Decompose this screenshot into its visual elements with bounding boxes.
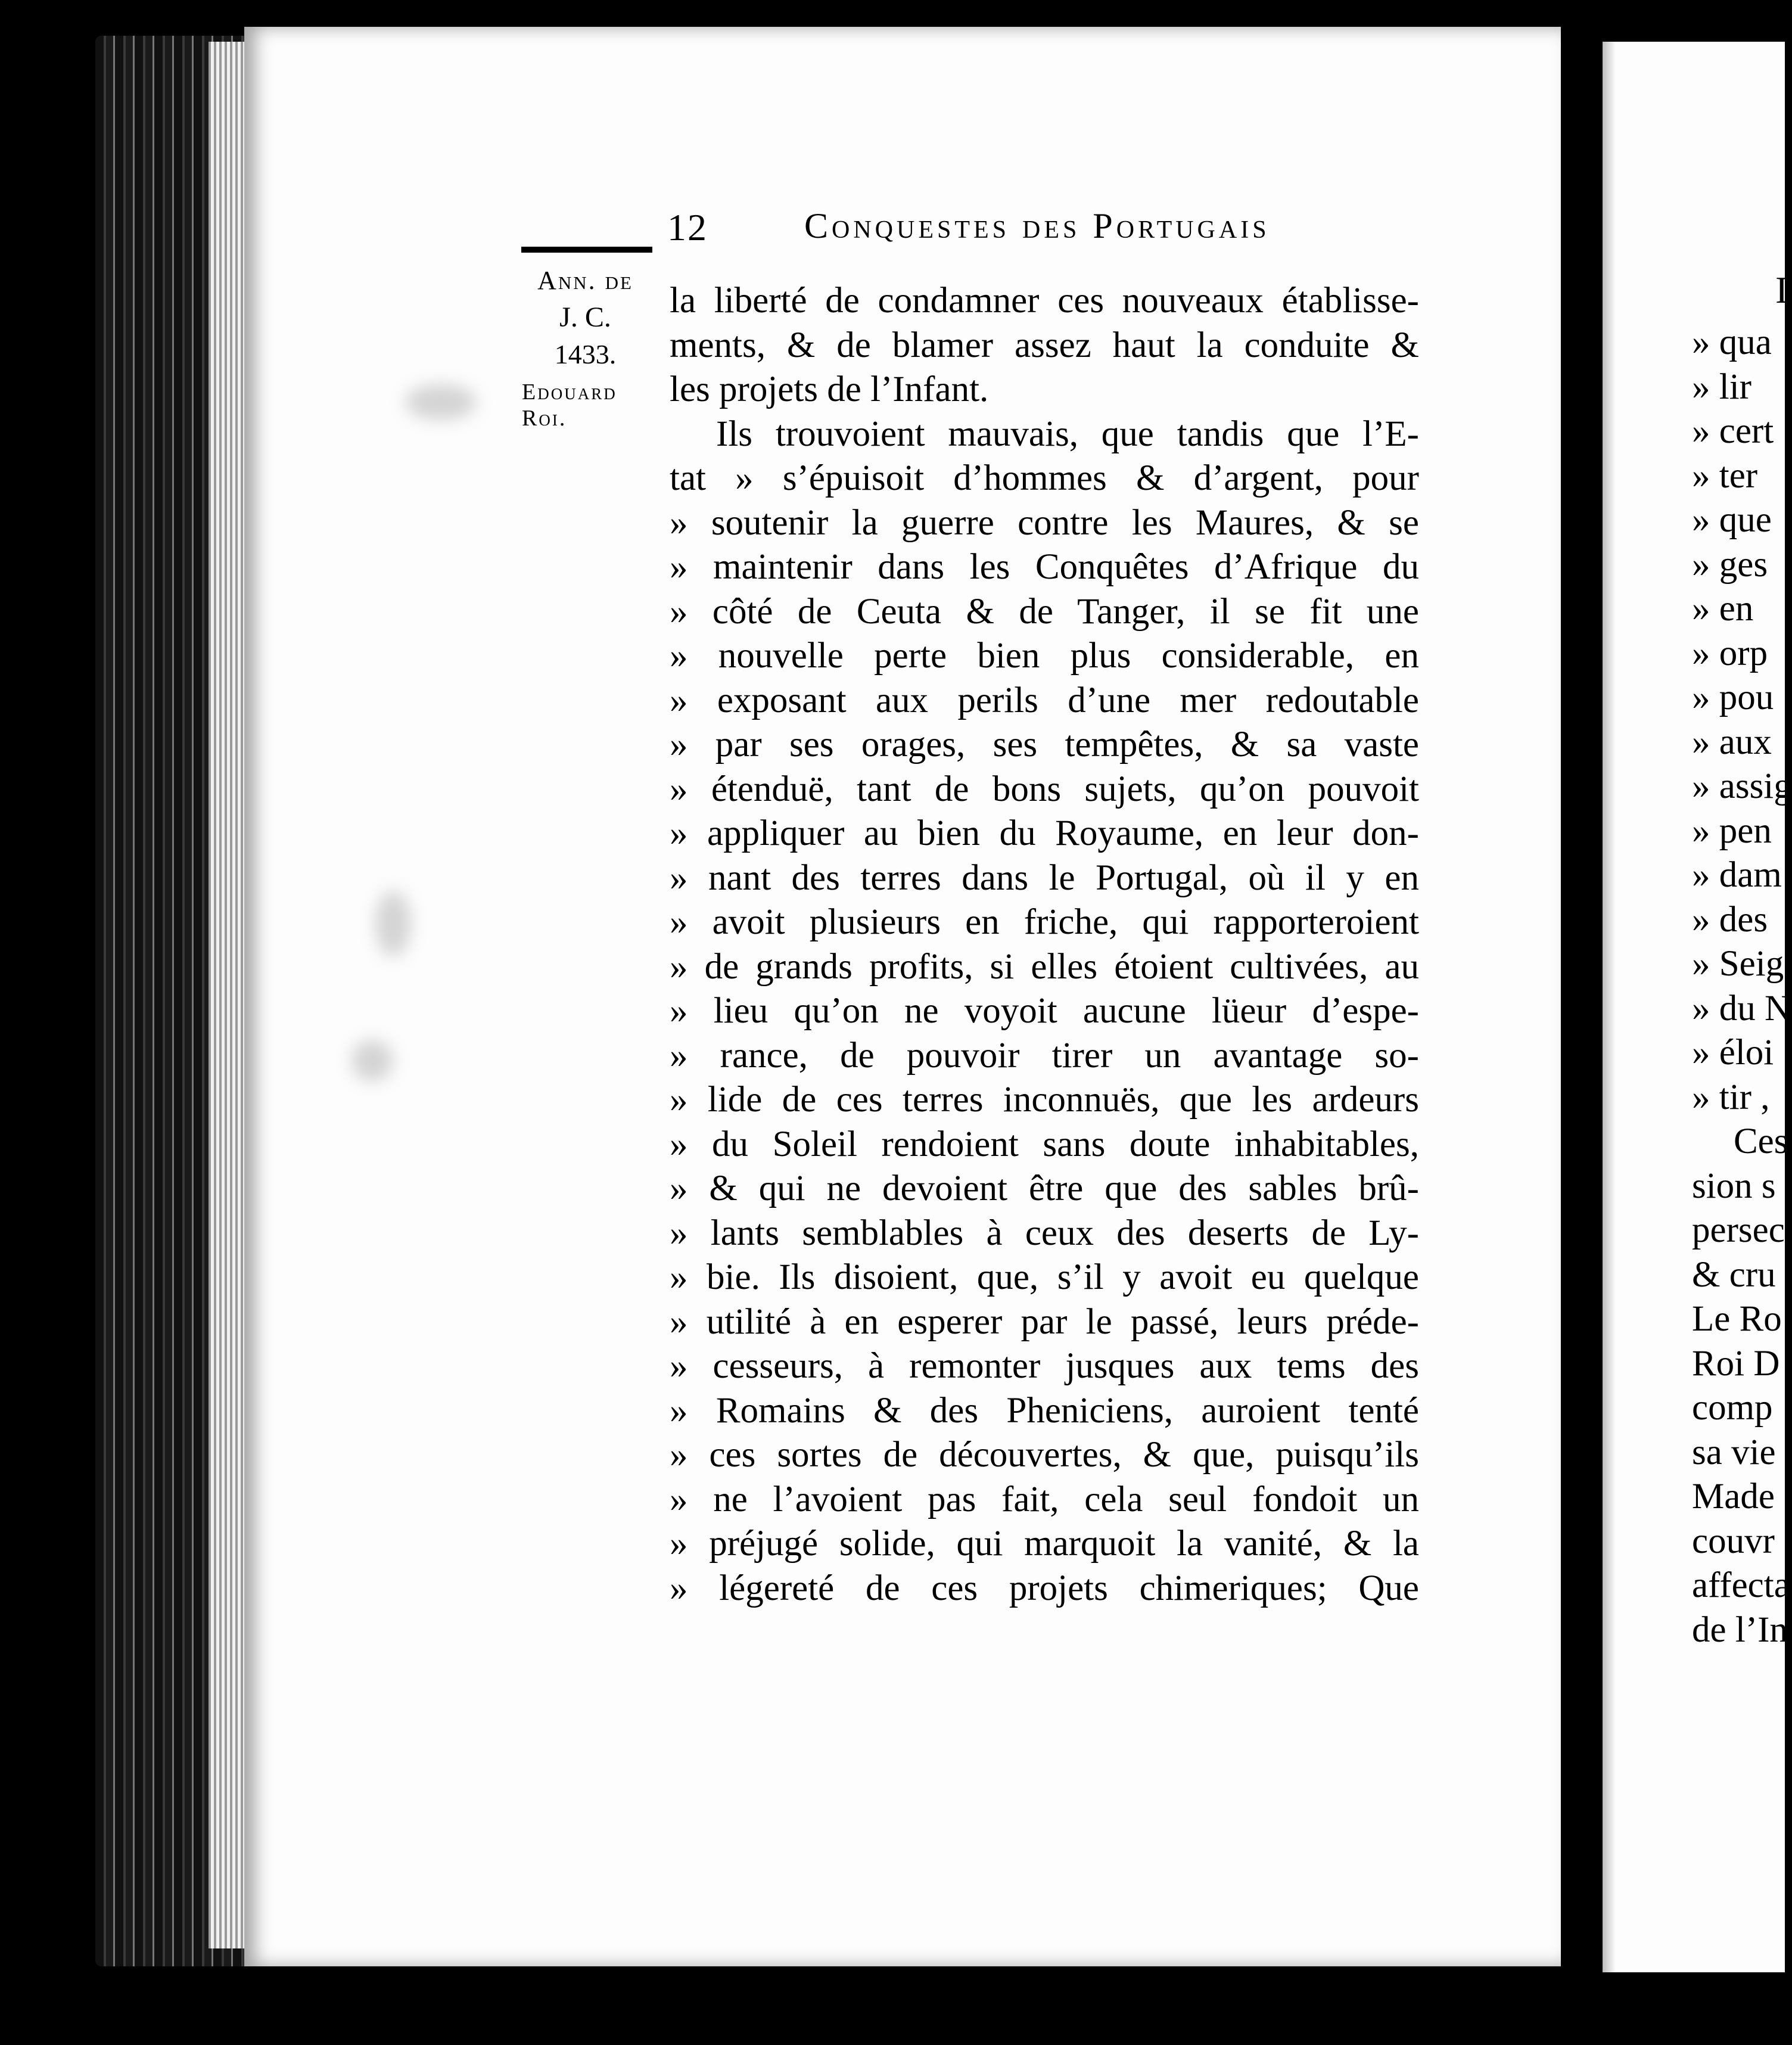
text-line: Ces [1734,1121,1788,1161]
text-line: » pen [1692,810,1772,851]
text-line: affecta [1692,1565,1790,1605]
text-line: ments, & de blamer assez haut la conduite & [670,325,1419,365]
text-line: de l’In [1692,1609,1788,1650]
text-line: » cesseurs, à remonter jusques aux tems des [670,1346,1419,1386]
text-line: » étenduë, tant de bons sujets, qu’on pouvoit [670,769,1419,809]
text-line: Roi D [1692,1343,1780,1384]
text-line: » rance, de pouvoir tirer un avantage so- [670,1035,1419,1076]
text-line: » nant des terres dans le Portugal, où il y en [670,857,1419,898]
text-line: » par ses orages, ses tempêtes, & sa vaste [670,725,1419,764]
text-line: » du Soleil rendoient sans doute inhabitables, [670,1124,1419,1164]
text-line: » assig [1692,766,1792,806]
text-line: » orp [1692,633,1768,673]
text-line: » Romains & des Pheniciens, auroient tenté [670,1390,1419,1431]
margin-year: 1433. [554,339,617,369]
text-line: » du N [1692,988,1791,1028]
text-line: tat » s’épuisoit d’hommes & d’argent, pour [670,458,1419,498]
text-line: » maintenir dans les Conquêtes d’Afrique du [670,547,1419,587]
text-line: Made [1692,1477,1775,1516]
text-line: la liberté de condamner ces nouveaux établisse- [670,281,1419,321]
text-line: » pou [1692,677,1774,717]
text-line: » de grands profits, si elles étoient cultivées, au [670,946,1419,987]
margin-king-title: Roi. [522,406,567,431]
text-line: Le Ro [1692,1299,1782,1339]
text-line: » soutenir la guerre contre les Maures, & se [670,502,1419,543]
text-line: » & qui ne devoient être que des sables brû- [670,1168,1419,1208]
text-line: » ces sortes de découvertes, & que, puisqu’ils [670,1435,1419,1475]
text-line: » des [1692,899,1768,940]
smudge-mark [405,384,477,420]
text-line: » lants semblables à ceux des deserts de Ly- [670,1213,1419,1253]
margin-king-name: Edouard [522,380,617,405]
page-header [667,206,1346,259]
margin-year-label: Ann. de [537,266,633,295]
text-line: » en [1692,589,1754,629]
text-line: » légereté de ces projets chimeriques; Que [670,1568,1419,1608]
text-line: » lieu qu’on ne voyoit aucune lüeur d’espe- [670,991,1419,1031]
right-page-text [1692,321,1792,1652]
margin-rule [521,247,652,253]
text-line: » côté de Ceuta & de Tanger, il se fit une [670,591,1419,632]
text-line: les projets de l’Infant. [670,369,989,409]
text-line: » préjugé solide, qui marquoit la vanité, & la [670,1524,1419,1564]
right-page [1603,42,1792,1972]
text-line: » dam [1692,855,1782,895]
text-line: persec [1692,1210,1785,1250]
text-line: » bie. Ils disoient, que, s’il y avoit eu quelque [670,1257,1419,1297]
text-line: comp [1692,1388,1773,1428]
text-line: » ter [1692,455,1758,496]
text-line: » tir , [1692,1077,1770,1117]
smudge-mark [375,891,411,956]
text-line: » qua [1692,322,1772,362]
text-line: & cru [1692,1254,1776,1295]
smudge-mark [351,1040,393,1081]
text-line: » que [1692,500,1772,540]
body-text [670,279,1419,1611]
text-line: sion s [1692,1166,1776,1206]
text-line: » cert [1692,411,1774,451]
text-line: » ne l’avoient pas fait, cela seul fondoit un [670,1479,1419,1519]
margin-era: J. C. [559,302,611,333]
right-page-header: I [1775,269,1788,311]
running-title: Conquestes des Portugais [804,206,1270,245]
text-line: sa vie [1692,1432,1776,1472]
text-line: » avoit plusieurs en friche, qui rapporteroient [670,902,1419,942]
text-line: » lide de ces terres inconnuës, que les ardeurs [670,1080,1419,1120]
text-line: » exposant aux perils d’une mer redoutable [670,680,1419,720]
text-line: » utilité à en esperer par le passé, leurs préde- [670,1301,1419,1342]
text-line: » nouvelle perte bien plus considerable, en [670,636,1419,676]
text-line: Ils trouvoient mauvais, que tandis que l’E- [716,414,1419,454]
text-line: » éloi [1692,1033,1774,1073]
text-line: » aux [1692,722,1772,762]
margin-note [512,262,658,431]
text-line: couvr [1692,1521,1775,1561]
text-line: » appliquer au bien du Royaume, en leur don- [670,813,1419,853]
page-number: 12 [667,206,708,248]
text-line: » Seig [1692,944,1784,984]
text-line: » ges [1692,544,1768,585]
text-line: » lir [1692,366,1751,407]
